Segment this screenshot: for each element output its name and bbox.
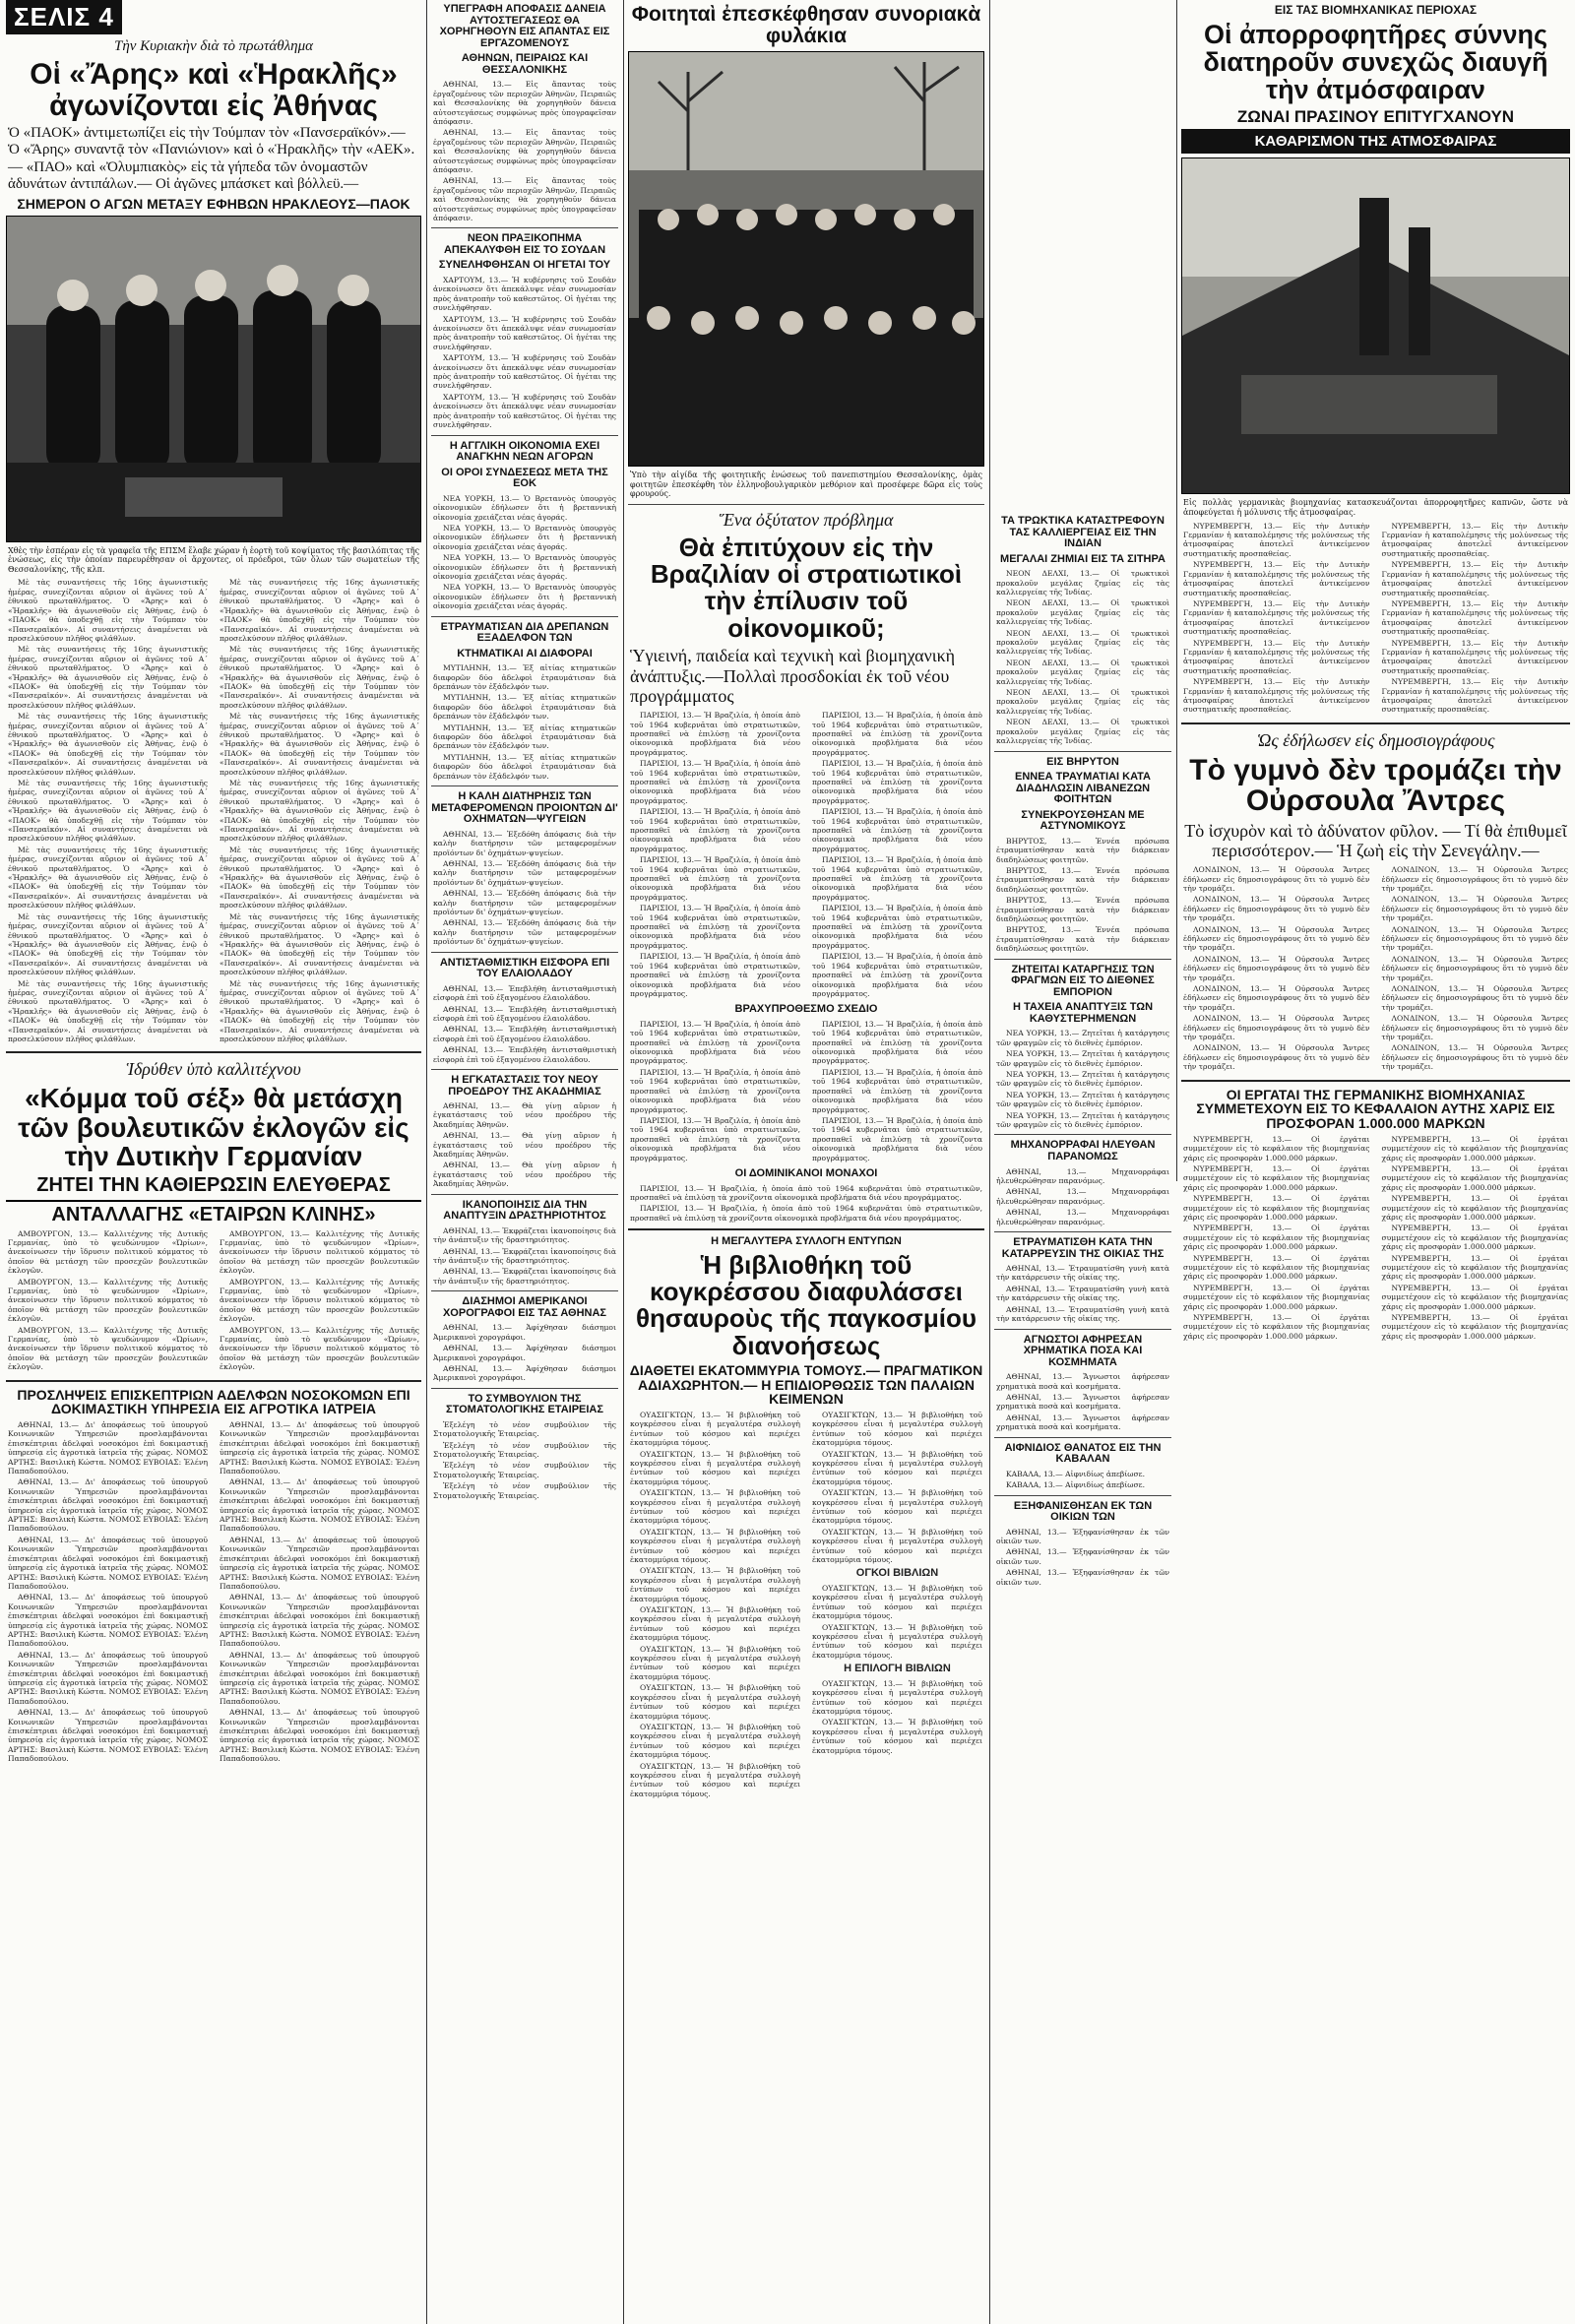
students-caption: Ὑπὸ τὴν αἰγίδα τῆς φοιτητικῆς ἑνώσεως τοῦ πανεπιστημίου Θεσσαλονίκης, ὁμὰς φοιτητῶν ἐπεσκέφθη τὸν ἑλληνοβουλγαρικὸν μεθόριον καὶ προσέφερε δῶρα εἰς τοὺς φρουρούς. (630, 471, 982, 499)
academy-headline: Η ΕΓΚΑΤΑΣΤΑΣΙΣ ΤΟΥ ΝΕΟΥ ΠΡΟΕΔΡΟΥ ΤΗΣ ΑΚΑΔΗΜΙΑΣ (448, 1073, 601, 1098)
photo-image (629, 52, 983, 466)
dental-body: Ἐξελέγη τὸ νέον συμβούλιον τῆς Στοματολογικῆς Ἑταιρείας. Ἐξελέγη τὸ νέον συμβούλιον τῆς Στοματολογικῆς Ἑταιρείας. Ἐξελέγη τὸ νέον συμβούλιον τῆς Στοματολογικῆς Ἑταιρείας. Ἐξελέγη τὸ νέον συμβούλιον τῆς Στοματολογικῆς Ἑταιρείας. (433, 1419, 616, 1500)
section-rule (1181, 1080, 1570, 1082)
loans-body: ΑΘΗΝΑΙ, 13.— Εἰς ἅπαντας τοὺς ἐργαζομένους τῶν περιοχῶν Ἀθηνῶν, Πειραιῶς καὶ Θεσσαλονίκης θὰ χορηγηθοῦν δάνεια αὐτοστεγάσεως συμφώνως πρὸς ὑπογραφεῖσαν ἀπόφασιν. ΑΘΗΝΑΙ, 13.— Εἰς ἅπαντας τοὺς ἐργαζομένους τῶν περιοχῶν Ἀθηνῶν, Πειραιῶς καὶ Θεσσαλονίκης θὰ χορηγηθοῦν δάνεια αὐτοστεγάσεως συμφώνως πρὸς ὑπογραφεῖσαν ἀπόφασιν. ΑΘΗΝΑΙ, 13.— Εἰς ἅπαντας τοὺς ἐργαζομένους τῶν περιοχῶν Ἀθηνῶν, Πειραιῶς καὶ Θεσσαλονίκης θὰ χορηγηθοῦν δάνεια αὐτοστεγάσεως συμφώνως πρὸς ὑπογραφεῖσαν ἀπόφασιν. (433, 80, 616, 222)
brief-rule (994, 959, 1171, 960)
brief-rule (431, 1290, 618, 1291)
brief-rule (431, 785, 618, 786)
brazil-deck: Ὑγιεινή, παιδεία καὶ τεχνικὴ καὶ βιομηχανικὴ ἀνάπτυξις.—Πολλαὶ προσδοκίαι ἐκ τοῦ νέου προγράμματος (630, 646, 956, 707)
brazil-body-a: ΠΑΡΙΣΙΟΙ, 13.— Ἡ Βραζιλία, ἡ ὁποία ἀπὸ τοῦ 1964 κυβερνᾶται ὑπὸ στρατιωτικῶν, προσπαθεῖ νὰ ἐπιλύσῃ τὰ χρονίζοντα οἰκονομικὰ προβλήματα διὰ νέου προγράμματος. ΠΑΡΙΣΙΟΙ, 13.— Ἡ Βραζιλία, ἡ ὁποία ἀπὸ τοῦ 1964 κυβερνᾶται ὑπὸ στρατιωτικῶν, προσπαθεῖ νὰ ἐπιλύσῃ τὰ χρονίζοντα οἰκονομικὰ προβλήματα διὰ νέου προγράμματος. ΠΑΡΙΣΙΟΙ, 13.— Ἡ Βραζιλία, ἡ ὁποία ἀπὸ τοῦ 1964 κυβερνᾶται ὑπὸ στρατιωτικῶν, προσπαθεῖ νὰ ἐπιλύσῃ τὰ χρονίζοντα οἰκονομικὰ προβλήματα διὰ νέου προγράμματος. ΠΑΡΙΣΙΟΙ, 13.— Ἡ Βραζιλία, ἡ ὁποία ἀπὸ τοῦ 1964 κυβερνᾶται ὑπὸ στρατιωτικῶν, προσπαθεῖ νὰ ἐπιλύσῃ τὰ χρονίζοντα οἰκονομικὰ προβλήματα διὰ νέου προγράμματος. ΠΑΡΙΣΙΟΙ, 13.— Ἡ Βραζιλία, ἡ ὁποία ἀπὸ τοῦ 1964 κυβερνᾶται ὑπὸ στρατιωτικῶν, προσπαθεῖ νὰ ἐπιλύσῃ τὰ χρονίζοντα οἰκονομικὰ προβλήματα διὰ νέου προγράμματος. ΠΑΡΙΣΙΟΙ, 13.— Ἡ Βραζιλία, ἡ ὁποία ἀπὸ τοῦ 1964 κυβερνᾶται ὑπὸ στρατιωτικῶν, προσπαθεῖ νὰ ἐπιλύσῃ τὰ χρονίζοντα οἰκονομικὰ προβλήματα διὰ νέου προγράμματος. (630, 711, 800, 998)
library-body-a: ΟΥΑΣΙΓΚΤΩΝ, 13.— Ἡ βιβλιοθήκη τοῦ κογκρέσσου εἶναι ἡ μεγαλυτέρα συλλογὴ ἐντύπων τοῦ κόσμου καὶ περιέχει ἑκατομμύρια τόμους. ΟΥΑΣΙΓΚΤΩΝ, 13.— Ἡ βιβλιοθήκη τοῦ κογκρέσσου εἶναι ἡ μεγαλυτέρα συλλογὴ ἐντύπων τοῦ κόσμου καὶ περιέχει ἑκατομμύρια τόμους. ΟΥΑΣΙΓΚΤΩΝ, 13.— Ἡ βιβλιοθήκη τοῦ κογκρέσσου εἶναι ἡ μεγαλυτέρα συλλογὴ ἐντύπων τοῦ κόσμου καὶ περιέχει ἑκατομμύρια τόμους. ΟΥΑΣΙΓΚΤΩΝ, 13.— Ἡ βιβλιοθήκη τοῦ κογκρέσσου εἶναι ἡ μεγαλυτέρα συλλογὴ ἐντύπων τοῦ κόσμου καὶ περιέχει ἑκατομμύρια τόμους. ΟΥΑΣΙΓΚΤΩΝ, 13.— Ἡ βιβλιοθήκη τοῦ κογκρέσσου εἶναι ἡ μεγαλυτέρα συλλογὴ ἐντύπων τοῦ κόσμου καὶ περιέχει ἑκατομμύρια τόμους. ΟΥΑΣΙΓΚΤΩΝ, 13.— Ἡ βιβλιοθήκη τοῦ κογκρέσσου εἶναι ἡ μεγαλυτέρα συλλογὴ ἐντύπων τοῦ κόσμου καὶ περιέχει ἑκατομμύρια τόμους. ΟΥΑΣΙΓΚΤΩΝ, 13.— Ἡ βιβλιοθήκη τοῦ κογκρέσσου εἶναι ἡ μεγαλυτέρα συλλογὴ ἐντύπων τοῦ κόσμου καὶ περιέχει ἑκατομμύρια τόμους. ΟΥΑΣΙΓΚΤΩΝ, 13.— Ἡ βιβλιοθήκη τοῦ κογκρέσσου εἶναι ἡ μεγαλυτέρα συλλογὴ ἐντύπων τοῦ κόσμου καὶ περιέχει ἑκατομμύρια τόμους. ΟΥΑΣΙΓΚΤΩΝ, 13.— Ἡ βιβλιοθήκη τοῦ κογκρέσσου εἶναι ἡ μεγαλυτέρα συλλογὴ ἐντύπων τοῦ κόσμου καὶ περιέχει ἑκατομμύρια τόμους. ΟΥΑΣΙΓΚΤΩΝ, 13.— Ἡ βιβλιοθήκη τοῦ κογκρέσσου εἶναι ἡ μεγαλυτέρα συλλογὴ ἐντύπων τοῦ κόσμου καὶ περιέχει ἑκατομμύρια τόμους. (630, 1410, 800, 1798)
library-body-b: ΟΥΑΣΙΓΚΤΩΝ, 13.— Ἡ βιβλιοθήκη τοῦ κογκρέσσου εἶναι ἡ μεγαλυτέρα συλλογὴ ἐντύπων τοῦ κόσμου καὶ περιέχει ἑκατομμύρια τόμους. ΟΥΑΣΙΓΚΤΩΝ, 13.— Ἡ βιβλιοθήκη τοῦ κογκρέσσου εἶναι ἡ μεγαλυτέρα συλλογὴ ἐντύπων τοῦ κόσμου καὶ περιέχει ἑκατομμύρια τόμους. ΟΥΑΣΙΓΚΤΩΝ, 13.— Ἡ βιβλιοθήκη τοῦ κογκρέσσου εἶναι ἡ μεγαλυτέρα συλλογὴ ἐντύπων τοῦ κόσμου καὶ περιέχει ἑκατομμύρια τόμους. ΟΥΑΣΙΓΚΤΩΝ, 13.— Ἡ βιβλιοθήκη τοῦ κογκρέσσου εἶναι ἡ μεγαλυτέρα συλλογὴ ἐντύπων τοῦ κόσμου καὶ περιέχει ἑκατομμύρια τόμους. ΟΓΚΟΙ ΒΙΒΛΙΩΝ ΟΥΑΣΙΓΚΤΩΝ, 13.— Ἡ βιβλιοθήκη τοῦ κογκρέσσου εἶναι ἡ μεγαλυτέρα συλλογὴ ἐντύπων τοῦ κόσμου καὶ περιέχει ἑκατομμύρια τόμους. ΟΥΑΣΙΓΚΤΩΝ, 13.— Ἡ βιβλιοθήκη τοῦ κογκρέσσου εἶναι ἡ μεγαλυτέρα συλλογὴ ἐντύπων τοῦ κόσμου καὶ περιέχει ἑκατομμύρια τόμους. Η ΕΠΙΛΟΓΗ ΒΙΒΛΙΩΝ ΟΥΑΣΙΓΚΤΩΝ, 13.— Ἡ βιβλιοθήκη τοῦ κογκρέσσου εἶναι ἡ μεγαλυτέρα συλλογὴ ἐντύπων τοῦ κόσμου καὶ περιέχει ἑκατομμύρια τόμους. ΟΥΑΣΙΓΚΤΩΝ, 13.— Ἡ βιβλιοθήκη τοῦ κογκρέσσου εἶναι ἡ μεγαλυτέρα συλλογὴ ἐντύπων τοῦ κόσμου καὶ περιέχει ἑκατομμύρια τόμους. (812, 1410, 982, 1755)
smog-body-a: ΝΥΡΕΜΒΕΡΓΗ, 13.— Εἰς τὴν Δυτικὴν Γερμανίαν ἡ καταπολέμησις τῆς μολύνσεως τῆς ἀτμοσφαίρας ἀποτελεῖ ἀντικείμενον συστηματικῆς προσπαθείας. ΝΥΡΕΜΒΕΡΓΗ, 13.— Εἰς τὴν Δυτικὴν Γερμανίαν ἡ καταπολέμησις τῆς μολύνσεως τῆς ἀτμοσφαίρας ἀποτελεῖ ἀντικείμενον συστηματικῆς προσπαθείας. ΝΥΡΕΜΒΕΡΓΗ, 13.— Εἰς τὴν Δυτικὴν Γερμανίαν ἡ καταπολέμησις τῆς μολύνσεως τῆς ἀτμοσφαίρας ἀποτελεῖ ἀντικείμενον συστηματικῆς προσπαθείας. ΝΥΡΕΜΒΕΡΓΗ, 13.— Εἰς τὴν Δυτικὴν Γερμανίαν ἡ καταπολέμησις τῆς μολύνσεως τῆς ἀτμοσφαίρας ἀποτελεῖ ἀντικείμενον συστηματικῆς προσπαθείας. ΝΥΡΕΜΒΕΡΓΗ, 13.— Εἰς τὴν Δυτικὴν Γερμανίαν ἡ καταπολέμησις τῆς μολύνσεως τῆς ἀτμοσφαίρας ἀποτελεῖ ἀντικείμενον συστηματικῆς προσπαθείας. (1183, 521, 1370, 715)
brief-rule (994, 1495, 1171, 1496)
brazil-body-d: ΠΑΡΙΣΙΟΙ, 13.— Ἡ Βραζιλία, ἡ ὁποία ἀπὸ τοῦ 1964 κυβερνᾶται ὑπὸ στρατιωτικῶν, προσπαθεῖ νὰ ἐπιλύσῃ τὰ χρονίζοντα οἰκονομικὰ προβλήματα διὰ νέου προγράμματος. ΠΑΡΙΣΙΟΙ, 13.— Ἡ Βραζιλία, ἡ ὁποία ἀπὸ τοῦ 1964 κυβερνᾶται ὑπὸ στρατιωτικῶν, προσπαθεῖ νὰ ἐπιλύσῃ τὰ χρονίζοντα οἰκονομικὰ προβλήματα διὰ νέου προγράμματος. ΠΑΡΙΣΙΟΙ, 13.— Ἡ Βραζιλία, ἡ ὁποία ἀπὸ τοῦ 1964 κυβερνᾶται ὑπὸ στρατιωτικῶν, προσπαθεῖ νὰ ἐπιλύσῃ τὰ χρονίζοντα οἰκονομικὰ προβλήματα διὰ νέου προγράμματος. (812, 1019, 982, 1162)
brief-rule (994, 1231, 1171, 1232)
sports-photo (6, 216, 421, 542)
students-photo (628, 51, 984, 467)
uk-economy-sub: ΟΙ ΟΡΟΙ ΣΥΝΔΕΣΕΩΣ ΜΕΤΑ ΤΗΣ ΕΟΚ (441, 466, 608, 490)
sickle-headline: ΕΤΡΑΥΜΑΤΙΣΑΝ ΔΙΑ ΔΡΕΠΑΝΩΝ ΕΞΑΔΕΛΦΟΝ ΤΩΝ (440, 620, 609, 645)
theft-body: ΑΘΗΝΑΙ, 13.— Ἄγνωστοι ἀφήρεσαν χρηματικὰ ποσὰ καὶ κοσμήματα. ΑΘΗΝΑΙ, 13.— Ἄγνωστοι ἀφήρεσαν χρηματικὰ ποσὰ καὶ κοσμήματα. ΑΘΗΝΑΙ, 13.— Ἄγνωστοι ἀφήρεσαν χρηματικὰ ποσὰ καὶ κοσμήματα. (996, 1372, 1169, 1432)
brief-rule (994, 751, 1171, 752)
sudan-body: ΧΑΡΤΟΥΜ, 13.— Ἡ κυβέρνησις τοῦ Σουδὰν ἀνεκοίνωσεν ὅτι ἀπεκάλυψε νέαν συνωμοσίαν πρὸς ἀνατροπὴν τοῦ καθεστῶτος. Οἱ ἡγέται της συνελήφθησαν. ΧΑΡΤΟΥΜ, 13.— Ἡ κυβέρνησις τοῦ Σουδὰν ἀνεκοίνωσεν ὅτι ἀπεκάλυψε νέαν συνωμοσίαν πρὸς ἀνατροπὴν τοῦ καθεστῶτος. Οἱ ἡγέται της συνελήφθησαν. ΧΑΡΤΟΥΜ, 13.— Ἡ κυβέρνησις τοῦ Σουδὰν ἀνεκοίνωσεν ὅτι ἀπεκάλυψε νέαν συνωμοσίαν πρὸς ἀνατροπὴν τοῦ καθεστῶτος. Οἱ ἡγέται της συνελήφθησαν. ΧΑΡΤΟΥΜ, 13.— Ἡ κυβέρνησις τοῦ Σουδὰν ἀνεκοίνωσεν ὅτι ἀπεκάλυψε νέαν συνωμοσίαν πρὸς ἀνατροπὴν τοῦ καθεστῶτος. Οἱ ἡγέται της συνελήφθησαν. (433, 276, 616, 430)
column-center (628, 0, 984, 2324)
workers-body-a: ΝΥΡΕΜΒΕΡΓΗ, 13.— Οἱ ἐργάται συμμετέχουν εἰς τὸ κεφάλαιον τῆς βιομηχανίας χάρις εἰς προσφορὰν 1.000.000 μάρκων. ΝΥΡΕΜΒΕΡΓΗ, 13.— Οἱ ἐργάται συμμετέχουν εἰς τὸ κεφάλαιον τῆς βιομηχανίας χάρις εἰς προσφορὰν 1.000.000 μάρκων. ΝΥΡΕΜΒΕΡΓΗ, 13.— Οἱ ἐργάται συμμετέχουν εἰς τὸ κεφάλαιον τῆς βιομηχανίας χάρις εἰς προσφορὰν 1.000.000 μάρκων. ΝΥΡΕΜΒΕΡΓΗ, 13.— Οἱ ἐργάται συμμετέχουν εἰς τὸ κεφάλαιον τῆς βιομηχανίας χάρις εἰς προσφορὰν 1.000.000 μάρκων. ΝΥΡΕΜΒΕΡΓΗ, 13.— Οἱ ἐργάται συμμετέχουν εἰς τὸ κεφάλαιον τῆς βιομηχανίας χάρις εἰς προσφορὰν 1.000.000 μάρκων. ΝΥΡΕΜΒΕΡΓΗ, 13.— Οἱ ἐργάται συμμετέχουν εἰς τὸ κεφάλαιον τῆς βιομηχανίας χάρις εἰς προσφορὰν 1.000.000 μάρκων. ΝΥΡΕΜΒΕΡΓΗ, 13.— Οἱ ἐργάται συμμετέχουν εἰς τὸ κεφάλαιον τῆς βιομηχανίας χάρις εἰς προσφορὰν 1.000.000 μάρκων. (1183, 1134, 1370, 1341)
rodents-sub: ΜΕΓΑΛΑΙ ΖΗΜΙΑΙ ΕΙΣ ΤΑ ΣΙΤΗΡΑ (1000, 552, 1166, 565)
library-headline: Ἡ βιβλιοθήκη τοῦ κογκρέσσου διαφυλάσσει θησαυροὺς τῆς παγκοσμίου διανοήσεως (636, 1249, 976, 1360)
brazil-body-e: ΠΑΡΙΣΙΟΙ, 13.— Ἡ Βραζιλία, ἡ ὁποία ἀπὸ τοῦ 1964 κυβερνᾶται ὑπὸ στρατιωτικῶν, προσπαθεῖ νὰ ἐπιλύσῃ τὰ χρονίζοντα οἰκονομικὰ προβλήματα διὰ νέου προγράμματος. ΠΑΡΙΣΙΟΙ, 13.— Ἡ Βραζιλία, ἡ ὁποία ἀπὸ τοῦ 1964 κυβερνᾶται ὑπὸ στρατιωτικῶν, προσπαθεῖ νὰ ἐπιλύσῃ τὰ χρονίζοντα οἰκονομικὰ προβλήματα διὰ νέου προγράμματος. (630, 1183, 982, 1223)
trade-sub: Η ΤΑΧΕΙΑ ΑΝΑΠΤΥΞΙΣ ΤΩΝ ΚΑΘΥΣΤΕΡΗΜΕΝΩΝ (1012, 1001, 1154, 1025)
uk-economy-body: ΝΕΑ ΥΟΡΚΗ, 13.— Ὁ Βρεταννὸς ὑπουργὸς οἰκονομικῶν ἐδήλωσεν ὅτι ἡ βρεταννικὴ οἰκονομία χρειάζεται νέας ἀγοράς. ΝΕΑ ΥΟΡΚΗ, 13.— Ὁ Βρεταννὸς ὑπουργὸς οἰκονομικῶν ἐδήλωσεν ὅτι ἡ βρεταννικὴ οἰκονομία χρειάζεται νέας ἀγοράς. ΝΕΑ ΥΟΡΚΗ, 13.— Ὁ Βρεταννὸς ὑπουργὸς οἰκονομικῶν ἐδήλωσεν ὅτι ἡ βρεταννικὴ οἰκονομία χρειάζεται νέας ἀγοράς. ΝΕΑ ΥΟΡΚΗ, 13.— Ὁ Βρεταννὸς ὑπουργὸς οἰκονομικῶν ἐδήλωσεν ὅτι ἡ βρεταννικὴ οἰκονομία χρειάζεται νέας ἀγοράς. (433, 493, 616, 611)
library-sub-books: ΟΓΚΟΙ ΒΙΒΛΙΩΝ (855, 1567, 939, 1580)
brazil-sub-monks: ΟΙ ΔΟΜΙΝΙΚΑΝΟΙ ΜΟΝΑΧΟΙ (734, 1166, 878, 1179)
photo-image (7, 217, 420, 541)
workers-body-b: ΝΥΡΕΜΒΕΡΓΗ, 13.— Οἱ ἐργάται συμμετέχουν εἰς τὸ κεφάλαιον τῆς βιομηχανίας χάρις εἰς προσφορὰν 1.000.000 μάρκων. ΝΥΡΕΜΒΕΡΓΗ, 13.— Οἱ ἐργάται συμμετέχουν εἰς τὸ κεφάλαιον τῆς βιομηχανίας χάρις εἰς προσφορὰν 1.000.000 μάρκων. ΝΥΡΕΜΒΕΡΓΗ, 13.— Οἱ ἐργάται συμμετέχουν εἰς τὸ κεφάλαιον τῆς βιομηχανίας χάρις εἰς προσφορὰν 1.000.000 μάρκων. ΝΥΡΕΜΒΕΡΓΗ, 13.— Οἱ ἐργάται συμμετέχουν εἰς τὸ κεφάλαιον τῆς βιομηχανίας χάρις εἰς προσφορὰν 1.000.000 μάρκων. ΝΥΡΕΜΒΕΡΓΗ, 13.— Οἱ ἐργάται συμμετέχουν εἰς τὸ κεφάλαιον τῆς βιομηχανίας χάρις εἰς προσφορὰν 1.000.000 μάρκων. ΝΥΡΕΜΒΕΡΓΗ, 13.— Οἱ ἐργάται συμμετέχουν εἰς τὸ κεφάλαιον τῆς βιομηχανίας χάρις εἰς προσφορὰν 1.000.000 μάρκων. ΝΥΡΕΜΒΕΡΓΗ, 13.— Οἱ ἐργάται συμμετέχουν εἰς τὸ κεφάλαιον τῆς βιομηχανίας χάρις εἰς προσφορὰν 1.000.000 μάρκων. (1381, 1134, 1568, 1341)
beirut-kicker: ΕΙΣ ΒΗΡΥΤΟΝ (1046, 755, 1119, 768)
brazil-sub-plan: ΒΡΑΧΥΠΡΟΘΕΣΜΟ ΣΧΕΔΙΟ (734, 1003, 878, 1016)
nurses-body-b: ΑΘΗΝΑΙ, 13.— Δι' ἀποφάσεως τοῦ ὑπουργοῦ Κοινωνικῶν Ὑπηρεσιῶν προσλαμβάνονται ἐπισκέπτριαι ἀδελφαὶ νοσοκόμοι ἐπὶ δοκιμαστικῇ ὑπηρεσίᾳ εἰς ἀγροτικὰ ἰατρεῖα τῆς χώρας. ΝΟΜΟΣ ΑΡΤΗΣ: Βασιλικὴ Κώστα. ΝΟΜΟΣ ΕΥΒΟΙΑΣ: Ἑλένη Παπαδοπούλου. ΑΘΗΝΑΙ, 13.— Δι' ἀποφάσεως τοῦ ὑπουργοῦ Κοινωνικῶν Ὑπηρεσιῶν προσλαμβάνονται ἐπισκέπτριαι ἀδελφαὶ νοσοκόμοι ἐπὶ δοκιμαστικῇ ὑπηρεσίᾳ εἰς ἀγροτικὰ ἰατρεῖα τῆς χώρας. ΝΟΜΟΣ ΑΡΤΗΣ: Βασιλικὴ Κώστα. ΝΟΜΟΣ ΕΥΒΟΙΑΣ: Ἑλένη Παπαδοπούλου. ΑΘΗΝΑΙ, 13.— Δι' ἀποφάσεως τοῦ ὑπουργοῦ Κοινωνικῶν Ὑπηρεσιῶν προσλαμβάνονται ἐπισκέπτριαι ἀδελφαὶ νοσοκόμοι ἐπὶ δοκιμαστικῇ ὑπηρεσίᾳ εἰς ἀγροτικὰ ἰατρεῖα τῆς χώρας. ΝΟΜΟΣ ΑΡΤΗΣ: Βασιλικὴ Κώστα. ΝΟΜΟΣ ΕΥΒΟΙΑΣ: Ἑλένη Παπαδοπούλου. ΑΘΗΝΑΙ, 13.— Δι' ἀποφάσεως τοῦ ὑπουργοῦ Κοινωνικῶν Ὑπηρεσιῶν προσλαμβάνονται ἐπισκέπτριαι ἀδελφαὶ νοσοκόμοι ἐπὶ δοκιμαστικῇ ὑπηρεσίᾳ εἰς ἀγροτικὰ ἰατρεῖα τῆς χώρας. ΝΟΜΟΣ ΑΡΤΗΣ: Βασιλικὴ Κώστα. ΝΟΜΟΣ ΕΥΒΟΙΑΣ: Ἑλένη Παπαδοπούλου. ΑΘΗΝΑΙ, 13.— Δι' ἀποφάσεως τοῦ ὑπουργοῦ Κοινωνικῶν Ὑπηρεσιῶν προσλαμβάνονται ἐπισκέπτριαι ἀδελφαὶ νοσοκόμοι ἐπὶ δοκιμαστικῇ ὑπηρεσίᾳ εἰς ἀγροτικὰ ἰατρεῖα τῆς χώρας. ΝΟΜΟΣ ΑΡΤΗΣ: Βασιλικὴ Κώστα. ΝΟΜΟΣ ΕΥΒΟΙΑΣ: Ἑλένη Παπαδοπούλου. ΑΘΗΝΑΙ, 13.— Δι' ἀποφάσεως τοῦ ὑπουργοῦ Κοινωνικῶν Ὑπηρεσιῶν προσλαμβάνονται ἐπισκέπτριαι ἀδελφαὶ νοσοκόμοι ἐπὶ δοκιμαστικῇ ὑπηρεσίᾳ εἰς ἀγροτικὰ ἰατρεῖα τῆς χώρας. ΝΟΜΟΣ ΑΡΤΗΣ: Βασιλικὴ Κώστα. ΝΟΜΟΣ ΕΥΒΟΙΑΣ: Ἑλένη Παπαδοπούλου. (220, 1420, 419, 1764)
sex-party-sub1: ΖΗΤΕΙ ΤΗΝ ΚΑΘΙΕΡΩΣΙΝ ΕΛΕΥΘΕΡΑΣ (36, 1173, 391, 1196)
trade-headline: ΖΗΤΕΙΤΑΙ ΚΑΤΑΡΓΗΣΙΣ ΤΩΝ ΦΡΑΓΜΩΝ ΕΙΣ ΤΟ ΔΙΕΘΝΕΣ ΕΜΠΟΡΙΟΝ (1011, 963, 1155, 998)
plotters-body: ΑΘΗΝΑΙ, 13.— Μηχανορράφαι ἠλευθερώθησαν παρανόμως. ΑΘΗΝΑΙ, 13.— Μηχανορράφαι ἠλευθερώθησαν παρανόμως. ΑΘΗΝΑΙ, 13.— Μηχανορράφαι ἠλευθερώθησαν παρανόμως. (996, 1166, 1169, 1226)
choreographers-body: ΑΘΗΝΑΙ, 13.— Ἀφίχθησαν διάσημοι Ἀμερικανοὶ χορογράφοι. ΑΘΗΝΑΙ, 13.— Ἀφίχθησαν διάσημοι Ἀμερικανοὶ χορογράφοι. ΑΘΗΝΑΙ, 13.— Ἀφίχθησαν διάσημοι Ἀμερικανοὶ χορογράφοι. (433, 1323, 616, 1383)
andress-body-a: ΛΟΝΔΙΝΟΝ, 13.— Ἡ Οὐρσουλα Ἄντρες ἐδήλωσεν εἰς δημοσιογράφους ὅτι τὸ γυμνὸ δὲν τὴν τρομάζει. ΛΟΝΔΙΝΟΝ, 13.— Ἡ Οὐρσουλα Ἄντρες ἐδήλωσεν εἰς δημοσιογράφους ὅτι τὸ γυμνὸ δὲν τὴν τρομάζει. ΛΟΝΔΙΝΟΝ, 13.— Ἡ Οὐρσουλα Ἄντρες ἐδήλωσεν εἰς δημοσιογράφους ὅτι τὸ γυμνὸ δὲν τὴν τρομάζει. ΛΟΝΔΙΝΟΝ, 13.— Ἡ Οὐρσουλα Ἄντρες ἐδήλωσεν εἰς δημοσιογράφους ὅτι τὸ γυμνὸ δὲν τὴν τρομάζει. ΛΟΝΔΙΝΟΝ, 13.— Ἡ Οὐρσουλα Ἄντρες ἐδήλωσεν εἰς δημοσιογράφους ὅτι τὸ γυμνὸ δὲν τὴν τρομάζει. ΛΟΝΔΙΝΟΝ, 13.— Ἡ Οὐρσουλα Ἄντρες ἐδήλωσεν εἰς δημοσιογράφους ὅτι τὸ γυμνὸ δὲν τὴν τρομάζει. ΛΟΝΔΙΝΟΝ, 13.— Ἡ Οὐρσουλα Ἄντρες ἐδήλωσεν εἰς δημοσιογράφους ὅτι τὸ γυμνὸ δὲν τὴν τρομάζει. (1183, 865, 1370, 1072)
library-sub: ΔΙΑΘΕΤΕΙ ΕΚΑΤΟΜΜΥΡΙΑ ΤΟΜΟΥΣ.— ΠΡΑΓΜΑΤΙΚΟΝ ΑΔΙΑΧΩΡΗΤΟΝ.— Η ΕΠΙΔΙΟΡΘΩΣΙΣ ΤΩΝ ΠΑΛΑΙΩΝ ΚΕΙΜΕΝΩΝ (629, 1361, 983, 1408)
sudan-sub: ΣΥΝΕΛΗΦΘΗΣΑΝ ΟΙ ΗΓΕΤΑΙ ΤΟΥ (438, 259, 611, 272)
theft-headline: ΑΓΝΩΣΤΟΙ ΑΦΗΡΕΣΑΝ ΧΡΗΜΑΤΙΚΑ ΠΟΣΑ ΚΑΙ ΚΟΣΜΗΜΑΤΑ (1023, 1333, 1143, 1368)
sports-deck: Ὁ «ΠΑΟΚ» ἀντιμετωπίζει εἰς τὴν Τούμπαν τὸν «Πανσεραϊκόν».— Ὁ «Ἄρης» συναντᾷ τὸν «Πανιώνιον» καὶ ὁ «Ἡρακλῆς» τὴν «ΑΕΚ».— «ΠΑΟ» καὶ «Ὀλυμπιακὸς» εἰς τὰ γήπεδα τῶν ὀνομαστῶν ἀδυνάτων ἀντιπάλων.— Οἱ ἀγῶνες μπάσκετ καὶ βόλλεϋ.— (8, 125, 415, 192)
sports-photo-caption: Χθὲς τὴν ἑσπέραν εἰς τὰ γραφεῖα τῆς ΕΠΣΜ ἔλαβε χώραν ἡ ἑορτὴ τοῦ κοψίματος τῆς βασιλόπιτας τῆς ἑνώσεως, εἰς τὴν ὁποίαν παρευρέθησαν οἱ ἄρχοντες, οἱ πρόεδροι, τῶν ὅλων τῶν σωματείων τῆς Θεσσαλονίκης, τῆς κλπ. (8, 545, 419, 574)
section-rule (6, 1380, 421, 1382)
death-headline: ΑΙΦΝΙΔΙΟΣ ΘΑΝΑΤΟΣ ΕΙΣ ΤΗΝ ΚΑΒΑΛΑΝ (1004, 1441, 1162, 1466)
brazil-body-b: ΠΑΡΙΣΙΟΙ, 13.— Ἡ Βραζιλία, ἡ ὁποία ἀπὸ τοῦ 1964 κυβερνᾶται ὑπὸ στρατιωτικῶν, προσπαθεῖ νὰ ἐπιλύσῃ τὰ χρονίζοντα οἰκονομικὰ προβλήματα διὰ νέου προγράμματος. ΠΑΡΙΣΙΟΙ, 13.— Ἡ Βραζιλία, ἡ ὁποία ἀπὸ τοῦ 1964 κυβερνᾶται ὑπὸ στρατιωτικῶν, προσπαθεῖ νὰ ἐπιλύσῃ τὰ χρονίζοντα οἰκονομικὰ προβλήματα διὰ νέου προγράμματος. ΠΑΡΙΣΙΟΙ, 13.— Ἡ Βραζιλία, ἡ ὁποία ἀπὸ τοῦ 1964 κυβερνᾶται ὑπὸ στρατιωτικῶν, προσπαθεῖ νὰ ἐπιλύσῃ τὰ χρονίζοντα οἰκονομικὰ προβλήματα διὰ νέου προγράμματος. ΠΑΡΙΣΙΟΙ, 13.— Ἡ Βραζιλία, ἡ ὁποία ἀπὸ τοῦ 1964 κυβερνᾶται ὑπὸ στρατιωτικῶν, προσπαθεῖ νὰ ἐπιλύσῃ τὰ χρονίζοντα οἰκονομικὰ προβλήματα διὰ νέου προγράμματος. ΠΑΡΙΣΙΟΙ, 13.— Ἡ Βραζιλία, ἡ ὁποία ἀπὸ τοῦ 1964 κυβερνᾶται ὑπὸ στρατιωτικῶν, προσπαθεῖ νὰ ἐπιλύσῃ τὰ χρονίζοντα οἰκονομικὰ προβλήματα διὰ νέου προγράμματος. ΠΑΡΙΣΙΟΙ, 13.— Ἡ Βραζιλία, ἡ ὁποία ἀπὸ τοῦ 1964 κυβερνᾶται ὑπὸ στρατιωτικῶν, προσπαθεῖ νὰ ἐπιλύσῃ τὰ χρονίζοντα οἰκονομικὰ προβλήματα διὰ νέου προγράμματος. (812, 711, 982, 998)
loans-headline: ΥΠΕΓΡΑΦΗ ΑΠΟΦΑΣΙΣ ΔΑΝΕΙΑ ΑΥΤΟΣΤΕΓΑΣΕΩΣ ΘΑ ΧΟΡΗΓΗΘΟΥΝ ΕΙΣ ΑΠΑΝΤΑΣ ΕΙΣ ΕΡΓΑΖΟΜΕΝΟΥΣ (439, 3, 610, 49)
sickle-sub: ΚΤΗΜΑΤΙΚΑΙ ΑΙ ΔΙΑΦΟΡΑΙ (457, 647, 593, 660)
column-rule (623, 0, 624, 2324)
smog-photo (1181, 157, 1570, 494)
sports-sub: ΣΗΜΕΡΟΝ Ο ΑΓΩΝ ΜΕΤΑΞΥ ΕΦΗΒΩΝ ΗΡΑΚΛΕΟΥΣ—ΠΑΟΚ (17, 196, 410, 212)
top-kicker: Τὴν Κυριακὴν διὰ τὸ πρωτάθλημα (113, 38, 313, 54)
beirut-body: ΒΗΡΥΤΟΣ, 13.— Ἐννέα πρόσωπα ἐτραυματίσθησαν κατὰ τὴν διάρκειαν διαδηλώσεως φοιτητῶν. ΒΗΡΥΤΟΣ, 13.— Ἐννέα πρόσωπα ἐτραυματίσθησαν κατὰ τὴν διάρκειαν διαδηλώσεως φοιτητῶν. ΒΗΡΥΤΟΣ, 13.— Ἐννέα πρόσωπα ἐτραυματίσθησαν κατὰ τὴν διάρκειαν διαδηλώσεως φοιτητῶν. ΒΗΡΥΤΟΣ, 13.— Ἐννέα πρόσωπα ἐτραυματίσθησαν κατὰ τὴν διάρκειαν διαδηλώσεως φοιτητῶν. (996, 836, 1169, 954)
smog-kicker: ΕΙΣ ΤΑΣ ΒΙΟΜΗΧΑΝΙΚΑΣ ΠΕΡΙΟΧΑΣ (1274, 3, 1478, 17)
column-rule (1176, 0, 1177, 1181)
section-rule (1181, 722, 1570, 724)
brief-rule (431, 1388, 618, 1389)
sex-party-body-b: ΑΜΒΟΥΡΓΟΝ, 13.— Καλλιτέχνης τῆς Δυτικῆς Γερμανίας, ὑπὸ τὸ ψευδώνυμον «Ὠρίων», ἀνεκοίνωσεν τὴν ἵδρυσιν πολιτικοῦ κόμματος τὸ ὁποῖον θὰ μετάσχη τῶν προσεχῶν βουλευτικῶν ἐκλογῶν. ΑΜΒΟΥΡΓΟΝ, 13.— Καλλιτέχνης τῆς Δυτικῆς Γερμανίας, ὑπὸ τὸ ψευδώνυμον «Ὠρίων», ἀνεκοίνωσεν τὴν ἵδρυσιν πολιτικοῦ κόμματος τὸ ὁποῖον θὰ μετάσχη τῶν προσεχῶν βουλευτικῶν ἐκλογῶν. ΑΜΒΟΥΡΓΟΝ, 13.— Καλλιτέχνης τῆς Δυτικῆς Γερμανίας, ὑπὸ τὸ ψευδώνυμον «Ὠρίων», ἀνεκοίνωσεν τὴν ἵδρυσιν πολιτικοῦ κόμματος τὸ ὁποῖον θὰ μετάσχη τῶν προσεχῶν βουλευτικῶν ἐκλογῶν. (220, 1228, 419, 1372)
column-rule (989, 0, 990, 2324)
brazil-kicker: Ἕνα ὀξύτατον πρόβλημα (719, 509, 894, 530)
brief-rule (994, 1134, 1171, 1135)
collapse-headline: ΕΤΡΑΥΜΑΤΙΣΘΗ ΚΑΤΑ ΤΗΝ ΚΑΤΑΡΡΕΥΣΙΝ ΤΗΣ ΟΙΚΙΑΣ ΤΗΣ (1001, 1235, 1165, 1260)
andress-body-b: ΛΟΝΔΙΝΟΝ, 13.— Ἡ Οὐρσουλα Ἄντρες ἐδήλωσεν εἰς δημοσιογράφους ὅτι τὸ γυμνὸ δὲν τὴν τρομάζει. ΛΟΝΔΙΝΟΝ, 13.— Ἡ Οὐρσουλα Ἄντρες ἐδήλωσεν εἰς δημοσιογράφους ὅτι τὸ γυμνὸ δὲν τὴν τρομάζει. ΛΟΝΔΙΝΟΝ, 13.— Ἡ Οὐρσουλα Ἄντρες ἐδήλωσεν εἰς δημοσιογράφους ὅτι τὸ γυμνὸ δὲν τὴν τρομάζει. ΛΟΝΔΙΝΟΝ, 13.— Ἡ Οὐρσουλα Ἄντρες ἐδήλωσεν εἰς δημοσιογράφους ὅτι τὸ γυμνὸ δὲν τὴν τρομάζει. ΛΟΝΔΙΝΟΝ, 13.— Ἡ Οὐρσουλα Ἄντρες ἐδήλωσεν εἰς δημοσιογράφους ὅτι τὸ γυμνὸ δὲν τὴν τρομάζει. ΛΟΝΔΙΝΟΝ, 13.— Ἡ Οὐρσουλα Ἄντρες ἐδήλωσεν εἰς δημοσιογράφους ὅτι τὸ γυμνὸ δὲν τὴν τρομάζει. ΛΟΝΔΙΝΟΝ, 13.— Ἡ Οὐρσουλα Ἄντρες ἐδήλωσεν εἰς δημοσιογράφους ὅτι τὸ γυμνὸ δὲν τὴν τρομάζει. (1381, 865, 1568, 1072)
smog-sub2: ΚΑΘΑΡΙΣΜΟΝ ΤΗΣ ΑΤΜΟΣΦΑΙΡΑΣ (1181, 129, 1570, 154)
nurses-headline: ΠΡΟΣΛΗΨΕΙΣ ΕΠΙΣΚΕΠΤΡΙΩΝ ΑΔΕΛΦΩΝ ΝΟΣΟΚΟΜΩΝ ΕΠΙ ΔΟΚΙΜΑΣΤΙΚΗ ΥΠΗΡΕΣΙΑ ΕΙΣ ΑΓΡΟΤΙΚΑ ΙΑΤΡΕΙΑ (17, 1386, 410, 1417)
brief-rule (994, 1329, 1171, 1330)
brief-rule (431, 227, 618, 228)
brazil-headline: Θὰ ἐπιτύχουν εἰς τὴν Βραζιλίαν οἱ στρατιωτικοὶ τὴν ἐπίλυσιν τοῦ οἰκονομικοῦ; (650, 532, 963, 643)
activity-headline: ΙΚΑΝΟΠΟΙΗΣΙΣ ΔΙΑ ΤΗΝ ΑΝΑΠΤΥΞΙΝ ΔΡΑΣΤΗΡΙΟΤΗΤΟΣ (443, 1198, 606, 1223)
fridge-headline: Η ΚΑΛΗ ΔΙΑΤΗΡΗΣΙΣ ΤΩΝ ΜΕΤΑΦΕΡΟΜΕΝΩΝ ΠΡΟΙΟΝΤΩΝ ΔΙ' ΟΧΗΜΑΤΩΝ—ΨΥΓΕΙΩΝ (431, 790, 618, 826)
brief-rule (431, 435, 618, 436)
collapse-body: ΑΘΗΝΑΙ, 13.— Ἐτραυματίσθη γυνὴ κατὰ τὴν κατάρρευσιν τῆς οἰκίας της. ΑΘΗΝΑΙ, 13.— Ἐτραυματίσθη γυνὴ κατὰ τὴν κατάρρευσιν τῆς οἰκίας της. ΑΘΗΝΑΙ, 13.— Ἐτραυματίσθη γυνὴ κατὰ τὴν κατάρρευσιν τῆς οἰκίας της. (996, 1264, 1169, 1324)
smog-sub1: ΖΩΝΑΙ ΠΡΑΣΙΝΟΥ ΕΠΙΤΥΓΧΑΝΟΥΝ (1236, 106, 1515, 126)
section-rule (6, 1051, 421, 1053)
nurses-body-a: ΑΘΗΝΑΙ, 13.— Δι' ἀποφάσεως τοῦ ὑπουργοῦ Κοινωνικῶν Ὑπηρεσιῶν προσλαμβάνονται ἐπισκέπτριαι ἀδελφαὶ νοσοκόμοι ἐπὶ δοκιμαστικῇ ὑπηρεσίᾳ εἰς ἀγροτικὰ ἰατρεῖα τῆς χώρας. ΝΟΜΟΣ ΑΡΤΗΣ: Βασιλικὴ Κώστα. ΝΟΜΟΣ ΕΥΒΟΙΑΣ: Ἑλένη Παπαδοπούλου. ΑΘΗΝΑΙ, 13.— Δι' ἀποφάσεως τοῦ ὑπουργοῦ Κοινωνικῶν Ὑπηρεσιῶν προσλαμβάνονται ἐπισκέπτριαι ἀδελφαὶ νοσοκόμοι ἐπὶ δοκιμαστικῇ ὑπηρεσίᾳ εἰς ἀγροτικὰ ἰατρεῖα τῆς χώρας. ΝΟΜΟΣ ΑΡΤΗΣ: Βασιλικὴ Κώστα. ΝΟΜΟΣ ΕΥΒΟΙΑΣ: Ἑλένη Παπαδοπούλου. ΑΘΗΝΑΙ, 13.— Δι' ἀποφάσεως τοῦ ὑπουργοῦ Κοινωνικῶν Ὑπηρεσιῶν προσλαμβάνονται ἐπισκέπτριαι ἀδελφαὶ νοσοκόμοι ἐπὶ δοκιμαστικῇ ὑπηρεσίᾳ εἰς ἀγροτικὰ ἰατρεῖα τῆς χώρας. ΝΟΜΟΣ ΑΡΤΗΣ: Βασιλικὴ Κώστα. ΝΟΜΟΣ ΕΥΒΟΙΑΣ: Ἑλένη Παπαδοπούλου. ΑΘΗΝΑΙ, 13.— Δι' ἀποφάσεως τοῦ ὑπουργοῦ Κοινωνικῶν Ὑπηρεσιῶν προσλαμβάνονται ἐπισκέπτριαι ἀδελφαὶ νοσοκόμοι ἐπὶ δοκιμαστικῇ ὑπηρεσίᾳ εἰς ἀγροτικὰ ἰατρεῖα τῆς χώρας. ΝΟΜΟΣ ΑΡΤΗΣ: Βασιλικὴ Κώστα. ΝΟΜΟΣ ΕΥΒΟΙΑΣ: Ἑλένη Παπαδοπούλου. ΑΘΗΝΑΙ, 13.— Δι' ἀποφάσεως τοῦ ὑπουργοῦ Κοινωνικῶν Ὑπηρεσιῶν προσλαμβάνονται ἐπισκέπτριαι ἀδελφαὶ νοσοκόμοι ἐπὶ δοκιμαστικῇ ὑπηρεσίᾳ εἰς ἀγροτικὰ ἰατρεῖα τῆς χώρας. ΝΟΜΟΣ ΑΡΤΗΣ: Βασιλικὴ Κώστα. ΝΟΜΟΣ ΕΥΒΟΙΑΣ: Ἑλένη Παπαδοπούλου. ΑΘΗΝΑΙ, 13.— Δι' ἀποφάσεως τοῦ ὑπουργοῦ Κοινωνικῶν Ὑπηρεσιῶν προσλαμβάνονται ἐπισκέπτριαι ἀδελφαὶ νοσοκόμοι ἐπὶ δοκιμαστικῇ ὑπηρεσίᾳ εἰς ἀγροτικὰ ἰατρεῖα τῆς χώρας. ΝΟΜΟΣ ΑΡΤΗΣ: Βασιλικὴ Κώστα. ΝΟΜΟΣ ΕΥΒΟΙΑΣ: Ἑλένη Παπαδοπούλου. (8, 1420, 208, 1764)
dental-headline: ΤΟ ΣΥΜΒΟΥΛΙΟΝ ΤΗΣ ΣΤΟΜΑΤΟΛΟΓΙΚΗΣ ΕΤΑΙΡΕΙΑΣ (446, 1392, 603, 1416)
brazil-body-c: ΠΑΡΙΣΙΟΙ, 13.— Ἡ Βραζιλία, ἡ ὁποία ἀπὸ τοῦ 1964 κυβερνᾶται ὑπὸ στρατιωτικῶν, προσπαθεῖ νὰ ἐπιλύσῃ τὰ χρονίζοντα οἰκονομικὰ προβλήματα διὰ νέου προγράμματος. ΠΑΡΙΣΙΟΙ, 13.— Ἡ Βραζιλία, ἡ ὁποία ἀπὸ τοῦ 1964 κυβερνᾶται ὑπὸ στρατιωτικῶν, προσπαθεῖ νὰ ἐπιλύσῃ τὰ χρονίζοντα οἰκονομικὰ προβλήματα διὰ νέου προγράμματος. ΠΑΡΙΣΙΟΙ, 13.— Ἡ Βραζιλία, ἡ ὁποία ἀπὸ τοῦ 1964 κυβερνᾶται ὑπὸ στρατιωτικῶν, προσπαθεῖ νὰ ἐπιλύσῃ τὰ χρονίζοντα οἰκονομικὰ προβλήματα διὰ νέου προγράμματος. (630, 1019, 800, 1162)
column-briefs-right (994, 512, 1171, 2323)
column-briefs (431, 0, 618, 2324)
beirut-sub: ΣΥΝΕΚΡΟΥΣΘΗΣΑΝ ΜΕ ΑΣΤΥΝΟΜΙΚΟΥΣ (1021, 808, 1145, 833)
choreographers-headline: ΔΙΑΣΗΜΟΙ ΑΜΕΡΙΚΑΝΟΙ ΧΟΡΟΓΡΑΦΟΙ ΕΙΣ ΤΑΣ ΑΘΗΝΑΣ (442, 1295, 607, 1319)
brief-rule (431, 1069, 618, 1070)
smog-body-b: ΝΥΡΕΜΒΕΡΓΗ, 13.— Εἰς τὴν Δυτικὴν Γερμανίαν ἡ καταπολέμησις τῆς μολύνσεως τῆς ἀτμοσφαίρας ἀποτελεῖ ἀντικείμενον συστηματικῆς προσπαθείας. ΝΥΡΕΜΒΕΡΓΗ, 13.— Εἰς τὴν Δυτικὴν Γερμανίαν ἡ καταπολέμησις τῆς μολύνσεως τῆς ἀτμοσφαίρας ἀποτελεῖ ἀντικείμενον συστηματικῆς προσπαθείας. ΝΥΡΕΜΒΕΡΓΗ, 13.— Εἰς τὴν Δυτικὴν Γερμανίαν ἡ καταπολέμησις τῆς μολύνσεως τῆς ἀτμοσφαίρας ἀποτελεῖ ἀντικείμενον συστηματικῆς προσπαθείας. ΝΥΡΕΜΒΕΡΓΗ, 13.— Εἰς τὴν Δυτικὴν Γερμανίαν ἡ καταπολέμησις τῆς μολύνσεως τῆς ἀτμοσφαίρας ἀποτελεῖ ἀντικείμενον συστηματικῆς προσπαθείας. ΝΥΡΕΜΒΕΡΓΗ, 13.— Εἰς τὴν Δυτικὴν Γερμανίαν ἡ καταπολέμησις τῆς μολύνσεως τῆς ἀτμοσφαίρας ἀποτελεῖ ἀντικείμενον συστηματικῆς προσπαθείας. (1381, 521, 1568, 715)
sports-headline: Οἱ «Ἄρης» καὶ «Ἡρακλῆς» ἀγωνίζονται εἰς Ἀθήνας (30, 58, 398, 122)
column-right (1181, 0, 1570, 2324)
column-left (6, 0, 421, 2324)
sports-body-b: Μὲ τὰς συναντήσεις τῆς 16ης ἀγωνιστικῆς ἡμέρας, συνεχίζονται αὔριον οἱ ἀγῶνες τοῦ Α΄ ἐθνικοῦ πρωταθλήματος. Ὁ «Ἄρης» καὶ ὁ «Ἡρακλῆς» θὰ ἀγωνισθοῦν εἰς Ἀθήνας, ἐνῷ ὁ «ΠΑΟΚ» θὰ ὑποδεχθῇ εἰς τὴν Τούμπαν τὸν «Πανσεραϊκόν». Αἱ συναντήσεις ἀναμένεται νὰ προσελκύσουν πλῆθος φιλάθλων. Μὲ τὰς συναντήσεις τῆς 16ης ἀγωνιστικῆς ἡμέρας, συνεχίζονται αὔριον οἱ ἀγῶνες τοῦ Α΄ ἐθνικοῦ πρωταθλήματος. Ὁ «Ἄρης» καὶ ὁ «Ἡρακλῆς» θὰ ἀγωνισθοῦν εἰς Ἀθήνας, ἐνῷ ὁ «ΠΑΟΚ» θὰ ὑποδεχθῇ εἰς τὴν Τούμπαν τὸν «Πανσεραϊκόν». Αἱ συναντήσεις ἀναμένεται νὰ προσελκύσουν πλῆθος φιλάθλων. Μὲ τὰς συναντήσεις τῆς 16ης ἀγωνιστικῆς ἡμέρας, συνεχίζονται αὔριον οἱ ἀγῶνες τοῦ Α΄ ἐθνικοῦ πρωταθλήματος. Ὁ «Ἄρης» καὶ ὁ «Ἡρακλῆς» θὰ ἀγωνισθοῦν εἰς Ἀθήνας, ἐνῷ ὁ «ΠΑΟΚ» θὰ ὑποδεχθῇ εἰς τὴν Τούμπαν τὸν «Πανσεραϊκόν». Αἱ συναντήσεις ἀναμένεται νὰ προσελκύσουν πλῆθος φιλάθλων. Μὲ τὰς συναντήσεις τῆς 16ης ἀγωνιστικῆς ἡμέρας, συνεχίζονται αὔριον οἱ ἀγῶνες τοῦ Α΄ ἐθνικοῦ πρωταθλήματος. Ὁ «Ἄρης» καὶ ὁ «Ἡρακλῆς» θὰ ἀγωνισθοῦν εἰς Ἀθήνας, ἐνῷ ὁ «ΠΑΟΚ» θὰ ὑποδεχθῇ εἰς τὴν Τούμπαν τὸν «Πανσεραϊκόν». Αἱ συναντήσεις ἀναμένεται νὰ προσελκύσουν πλῆθος φιλάθλων. Μὲ τὰς συναντήσεις τῆς 16ης ἀγωνιστικῆς ἡμέρας, συνεχίζονται αὔριον οἱ ἀγῶνες τοῦ Α΄ ἐθνικοῦ πρωταθλήματος. Ὁ «Ἄρης» καὶ ὁ «Ἡρακλῆς» θὰ ἀγωνισθοῦν εἰς Ἀθήνας, ἐνῷ ὁ «ΠΑΟΚ» θὰ ὑποδεχθῇ εἰς τὴν Τούμπαν τὸν «Πανσεραϊκόν». Αἱ συναντήσεις ἀναμένεται νὰ προσελκύσουν πλῆθος φιλάθλων. Μὲ τὰς συναντήσεις τῆς 16ης ἀγωνιστικῆς ἡμέρας, συνεχίζονται αὔριον οἱ ἀγῶνες τοῦ Α΄ ἐθνικοῦ πρωταθλήματος. Ὁ «Ἄρης» καὶ ὁ «Ἡρακλῆς» θὰ ἀγωνισθοῦν εἰς Ἀθήνας, ἐνῷ ὁ «ΠΑΟΚ» θὰ ὑποδεχθῇ εἰς τὴν Τούμπαν τὸν «Πανσεραϊκόν». Αἱ συναντήσεις ἀναμένεται νὰ προσελκύσουν πλῆθος φιλάθλων. Μὲ τὰς συναντήσεις τῆς 16ης ἀγωνιστικῆς ἡμέρας, συνεχίζονται αὔριον οἱ ἀγῶνες τοῦ Α΄ ἐθνικοῦ πρωταθλήματος. Ὁ «Ἄρης» καὶ ὁ «Ἡρακλῆς» θὰ ἀγωνισθοῦν εἰς Ἀθήνας, ἐνῷ ὁ «ΠΑΟΚ» θὰ ὑποδεχθῇ εἰς τὴν Τούμπαν τὸν «Πανσεραϊκόν». Αἱ συναντήσεις ἀναμένεται νὰ προσελκύσουν πλῆθος φιλάθλων. (220, 578, 419, 1043)
library-kicker: Η ΜΕΓΑΛΥΤΕΡΑ ΣΥΛΛΟΓΗ ΕΝΤΥΠΩΝ (711, 1235, 902, 1248)
death-body: ΚΑΒΑΛΑ, 13.— Αἰφνιδίως ἀπεβίωσε. ΚΑΒΑΛΑ, 13.— Αἰφνιδίως ἀπεβίωσε. (1006, 1469, 1146, 1490)
rodents-body: ΝΕΟΝ ΔΕΛΧΙ, 13.— Οἱ τρωκτικοὶ προκαλοῦν μεγάλας ζημίας εἰς τὰς καλλιεργείας τῆς Ἰνδίας. ΝΕΟΝ ΔΕΛΧΙ, 13.— Οἱ τρωκτικοὶ προκαλοῦν μεγάλας ζημίας εἰς τὰς καλλιεργείας τῆς Ἰνδίας. ΝΕΟΝ ΔΕΛΧΙ, 13.— Οἱ τρωκτικοὶ προκαλοῦν μεγάλας ζημίας εἰς τὰς καλλιεργείας τῆς Ἰνδίας. ΝΕΟΝ ΔΕΛΧΙ, 13.— Οἱ τρωκτικοὶ προκαλοῦν μεγάλας ζημίας εἰς τὰς καλλιεργείας τῆς Ἰνδίας. ΝΕΟΝ ΔΕΛΧΙ, 13.— Οἱ τρωκτικοὶ προκαλοῦν μεγάλας ζημίας εἰς τὰς καλλιεργείας τῆς Ἰνδίας. ΝΕΟΝ ΔΕΛΧΙ, 13.— Οἱ τρωκτικοὶ προκαλοῦν μεγάλας ζημίας εἰς τὰς καλλιεργείας τῆς Ἰνδίας. (996, 569, 1169, 746)
sex-party-body-a: ΑΜΒΟΥΡΓΟΝ, 13.— Καλλιτέχνης τῆς Δυτικῆς Γερμανίας, ὑπὸ τὸ ψευδώνυμον «Ὠρίων», ἀνεκοίνωσεν τὴν ἵδρυσιν πολιτικοῦ κόμματος τὸ ὁποῖον θὰ μετάσχη τῶν προσεχῶν βουλευτικῶν ἐκλογῶν. ΑΜΒΟΥΡΓΟΝ, 13.— Καλλιτέχνης τῆς Δυτικῆς Γερμανίας, ὑπὸ τὸ ψευδώνυμον «Ὠρίων», ἀνεκοίνωσεν τὴν ἵδρυσιν πολιτικοῦ κόμματος τὸ ὁποῖον θὰ μετάσχη τῶν προσεχῶν βουλευτικῶν ἐκλογῶν. ΑΜΒΟΥΡΓΟΝ, 13.— Καλλιτέχνης τῆς Δυτικῆς Γερμανίας, ὑπὸ τὸ ψευδώνυμον «Ὠρίων», ἀνεκοίνωσεν τὴν ἵδρυσιν πολιτικοῦ κόμματος τὸ ὁποῖον θὰ μετάσχη τῶν προσεχῶν βουλευτικῶν ἐκλογῶν. (8, 1228, 208, 1372)
sex-party-kicker: Ἱδρύθεν ὑπὸ καλλιτέχνου (126, 1059, 301, 1080)
sudan-headline: ΝΕΟΝ ΠΡΑΞΙΚΟΠΗΜΑ ΑΠΕΚΑΛΥΦΘΗ ΕΙΣ ΤΟ ΣΟΥΔΑΝ (443, 232, 606, 256)
photo-image (1182, 158, 1569, 493)
students-headline: Φοιτηταὶ ἐπεσκέφθησαν συνοριακὰ φυλάκια (631, 3, 981, 48)
sex-party-sub2: ΑΝΤΑΛΛΑΓΗΣ «ΕΤΑΙΡΩΝ ΚΛΙΝΗΣ» (6, 1200, 421, 1225)
rodents-headline: ΤΑ ΤΡΩΚΤΙΚΑ ΚΑΤΑΣΤΡΕΦΟΥΝ ΤΑΣ ΚΑΛΛΙΕΡΓΕΙΑΣ ΕΙΣ ΤΗΝ ΙΝΔΙΑΝ (1001, 515, 1165, 550)
brief-rule (431, 616, 618, 617)
missing-body: ΑΘΗΝΑΙ, 13.— Ἐξηφανίσθησαν ἐκ τῶν οἰκιῶν των. ΑΘΗΝΑΙ, 13.— Ἐξηφανίσθησαν ἐκ τῶν οἰκιῶν των. ΑΘΗΝΑΙ, 13.— Ἐξηφανίσθησαν ἐκ τῶν οἰκιῶν των. (996, 1527, 1169, 1587)
sports-body-a: Μὲ τὰς συναντήσεις τῆς 16ης ἀγωνιστικῆς ἡμέρας, συνεχίζονται αὔριον οἱ ἀγῶνες τοῦ Α΄ ἐθνικοῦ πρωταθλήματος. Ὁ «Ἄρης» καὶ ὁ «Ἡρακλῆς» θὰ ἀγωνισθοῦν εἰς Ἀθήνας, ἐνῷ ὁ «ΠΑΟΚ» θὰ ὑποδεχθῇ εἰς τὴν Τούμπαν τὸν «Πανσεραϊκόν». Αἱ συναντήσεις ἀναμένεται νὰ προσελκύσουν πλῆθος φιλάθλων. Μὲ τὰς συναντήσεις τῆς 16ης ἀγωνιστικῆς ἡμέρας, συνεχίζονται αὔριον οἱ ἀγῶνες τοῦ Α΄ ἐθνικοῦ πρωταθλήματος. Ὁ «Ἄρης» καὶ ὁ «Ἡρακλῆς» θὰ ἀγωνισθοῦν εἰς Ἀθήνας, ἐνῷ ὁ «ΠΑΟΚ» θὰ ὑποδεχθῇ εἰς τὴν Τούμπαν τὸν «Πανσεραϊκόν». Αἱ συναντήσεις ἀναμένεται νὰ προσελκύσουν πλῆθος φιλάθλων. Μὲ τὰς συναντήσεις τῆς 16ης ἀγωνιστικῆς ἡμέρας, συνεχίζονται αὔριον οἱ ἀγῶνες τοῦ Α΄ ἐθνικοῦ πρωταθλήματος. Ὁ «Ἄρης» καὶ ὁ «Ἡρακλῆς» θὰ ἀγωνισθοῦν εἰς Ἀθήνας, ἐνῷ ὁ «ΠΑΟΚ» θὰ ὑποδεχθῇ εἰς τὴν Τούμπαν τὸν «Πανσεραϊκόν». Αἱ συναντήσεις ἀναμένεται νὰ προσελκύσουν πλῆθος φιλάθλων. Μὲ τὰς συναντήσεις τῆς 16ης ἀγωνιστικῆς ἡμέρας, συνεχίζονται αὔριον οἱ ἀγῶνες τοῦ Α΄ ἐθνικοῦ πρωταθλήματος. Ὁ «Ἄρης» καὶ ὁ «Ἡρακλῆς» θὰ ἀγωνισθοῦν εἰς Ἀθήνας, ἐνῷ ὁ «ΠΑΟΚ» θὰ ὑποδεχθῇ εἰς τὴν Τούμπαν τὸν «Πανσεραϊκόν». Αἱ συναντήσεις ἀναμένεται νὰ προσελκύσουν πλῆθος φιλάθλων. Μὲ τὰς συναντήσεις τῆς 16ης ἀγωνιστικῆς ἡμέρας, συνεχίζονται αὔριον οἱ ἀγῶνες τοῦ Α΄ ἐθνικοῦ πρωταθλήματος. Ὁ «Ἄρης» καὶ ὁ «Ἡρακλῆς» θὰ ἀγωνισθοῦν εἰς Ἀθήνας, ἐνῷ ὁ «ΠΑΟΚ» θὰ ὑποδεχθῇ εἰς τὴν Τούμπαν τὸν «Πανσεραϊκόν». Αἱ συναντήσεις ἀναμένεται νὰ προσελκύσουν πλῆθος φιλάθλων. Μὲ τὰς συναντήσεις τῆς 16ης ἀγωνιστικῆς ἡμέρας, συνεχίζονται αὔριον οἱ ἀγῶνες τοῦ Α΄ ἐθνικοῦ πρωταθλήματος. Ὁ «Ἄρης» καὶ ὁ «Ἡρακλῆς» θὰ ἀγωνισθοῦν εἰς Ἀθήνας, ἐνῷ ὁ «ΠΑΟΚ» θὰ ὑποδεχθῇ εἰς τὴν Τούμπαν τὸν «Πανσεραϊκόν». Αἱ συναντήσεις ἀναμένεται νὰ προσελκύσουν πλῆθος φιλάθλων. Μὲ τὰς συναντήσεις τῆς 16ης ἀγωνιστικῆς ἡμέρας, συνεχίζονται αὔριον οἱ ἀγῶνες τοῦ Α΄ ἐθνικοῦ πρωταθλήματος. Ὁ «Ἄρης» καὶ ὁ «Ἡρακλῆς» θὰ ἀγωνισθοῦν εἰς Ἀθήνας, ἐνῷ ὁ «ΠΑΟΚ» θὰ ὑποδεχθῇ εἰς τὴν Τούμπαν τὸν «Πανσεραϊκόν». Αἱ συναντήσεις ἀναμένεται νὰ προσελκύσουν πλῆθος φιλάθλων. (8, 578, 208, 1043)
olive-oil-headline: ΑΝΤΙΣΤΑΘΜΙΣΤΙΚΗ ΕΙΣΦΟΡΑ ΕΠΙ ΤΟΥ ΕΛΑΙΟΛΑΔΟΥ (439, 956, 610, 980)
brief-rule (431, 1194, 618, 1195)
missing-headline: ΕΞΗΦΑΝΙΣΘΗΣΑΝ ΕΚ ΤΩΝ ΟΙΚΙΩΝ ΤΩΝ (1013, 1499, 1153, 1524)
fridge-body: ΑΘΗΝΑΙ, 13.— Ἐξεδόθη ἀπόφασις διὰ τὴν καλὴν διατήρησιν τῶν μεταφερομένων προϊόντων δι' ὀχημάτων-ψυγείων. ΑΘΗΝΑΙ, 13.— Ἐξεδόθη ἀπόφασις διὰ τὴν καλὴν διατήρησιν τῶν μεταφερομένων προϊόντων δι' ὀχημάτων-ψυγείων. ΑΘΗΝΑΙ, 13.— Ἐξεδόθη ἀπόφασις διὰ τὴν καλὴν διατήρησιν τῶν μεταφερομένων προϊόντων δι' ὀχημάτων-ψυγείων. ΑΘΗΝΑΙ, 13.— Ἐξεδόθη ἀπόφασις διὰ τὴν καλὴν διατήρησιν τῶν μεταφερομένων προϊόντων δι' ὀχημάτων-ψυγείων. (433, 829, 616, 947)
loans-sub: ΑΘΗΝΩΝ, ΠΕΙΡΑΙΩΣ ΚΑΙ ΘΕΣΣΑΛΟΝΙΚΗΣ (461, 52, 589, 76)
section-rule (628, 1228, 984, 1230)
brief-rule (994, 1437, 1171, 1438)
andress-kicker: Ὡς ἐδήλωσεν εἰς δημοσιογράφους (1256, 729, 1495, 750)
beirut-headline: ΕΝΝΕΑ ΤΡΑΥΜΑΤΙΑΙ ΚΑΤΑ ΔΙΑΔΗΛΩΣΙΝ ΛΙΒΑΝΕΖΩΝ ΦΟΙΤΗΤΩΝ (1015, 771, 1151, 806)
olive-oil-body: ΑΘΗΝΑΙ, 13.— Ἐπεβλήθη ἀντισταθμιστικὴ εἰσφορὰ ἐπὶ τοῦ ἐξαγομένου ἐλαιολάδου. ΑΘΗΝΑΙ, 13.— Ἐπεβλήθη ἀντισταθμιστικὴ εἰσφορὰ ἐπὶ τοῦ ἐξαγομένου ἐλαιολάδου. ΑΘΗΝΑΙ, 13.— Ἐπεβλήθη ἀντισταθμιστικὴ εἰσφορὰ ἐπὶ τοῦ ἐξαγομένου ἐλαιολάδου. ΑΘΗΝΑΙ, 13.— Ἐπεβλήθη ἀντισταθμιστικὴ εἰσφορὰ ἐπὶ τοῦ ἐξαγομένου ἐλαιολάδου. (433, 983, 616, 1064)
activity-body: ΑΘΗΝΑΙ, 13.— Ἐκφράζεται ἱκανοποίησις διὰ τὴν ἀνάπτυξιν τῆς δραστηριότητος. ΑΘΗΝΑΙ, 13.— Ἐκφράζεται ἱκανοποίησις διὰ τὴν ἀνάπτυξιν τῆς δραστηριότητος. ΑΘΗΝΑΙ, 13.— Ἐκφράζεται ἱκανοποίησις διὰ τὴν ἀνάπτυξιν τῆς δραστηριότητος. (433, 1225, 616, 1286)
academy-body: ΑΘΗΝΑΙ, 13.— Θὰ γίνῃ αὔριον ἡ ἐγκατάστασις τοῦ νέου προέδρου τῆς Ἀκαδημίας Ἀθηνῶν. ΑΘΗΝΑΙ, 13.— Θὰ γίνῃ αὔριον ἡ ἐγκατάστασις τοῦ νέου προέδρου τῆς Ἀκαδημίας Ἀθηνῶν. ΑΘΗΝΑΙ, 13.— Θὰ γίνῃ αὔριον ἡ ἐγκατάστασις τοῦ νέου προέδρου τῆς Ἀκαδημίας Ἀθηνῶν. (433, 1101, 616, 1189)
workers-headline: ΟΙ ΕΡΓΑΤΑΙ ΤΗΣ ΓΕΡΜΑΝΙΚΗΣ ΒΙΟΜΗΧΑΝΙΑΣ ΣΥΜΜΕΤΕΧΟΥΝ ΕΙΣ ΤΟ ΚΕΦΑΛΑΙΟΝ ΑΥΤΗΣ ΧΑΡΙΣ ΕΙΣ ΠΡΟΣΦΟΡΑΝ 1.000.000 ΜΑΡΚΩΝ (1196, 1086, 1555, 1132)
sickle-body: ΜΥΤΙΛΗΝΗ, 13.— Ἐξ αἰτίας κτηματικῶν διαφορῶν δύο ἀδελφοὶ ἐτραυμάτισαν διὰ δρεπάνων τὸν ἐξάδελφόν των. ΜΥΤΙΛΗΝΗ, 13.— Ἐξ αἰτίας κτηματικῶν διαφορῶν δύο ἀδελφοὶ ἐτραυμάτισαν διὰ δρεπάνων τὸν ἐξάδελφόν των. ΜΥΤΙΛΗΝΗ, 13.— Ἐξ αἰτίας κτηματικῶν διαφορῶν δύο ἀδελφοὶ ἐτραυμάτισαν διὰ δρεπάνων τὸν ἐξάδελφόν των. ΜΥΤΙΛΗΝΗ, 13.— Ἐξ αἰτίας κτηματικῶν διαφορῶν δύο ἀδελφοὶ ἐτραυμάτισαν διὰ δρεπάνων τὸν ἐξάδελφόν των. (433, 663, 616, 781)
plotters-headline: ΜΗΧΑΝΟΡΡΑΦΑΙ ΗΛΕΥΘΑΝ ΠΑΡΑΝΟΜΩΣ (1010, 1139, 1156, 1162)
brief-rule (431, 952, 618, 953)
trade-body: ΝΕΑ ΥΟΡΚΗ, 13.— Ζητεῖται ἡ κατάργησις τῶν φραγμῶν εἰς τὸ διεθνὲς ἐμπόριον. ΝΕΑ ΥΟΡΚΗ, 13.— Ζητεῖται ἡ κατάργησις τῶν φραγμῶν εἰς τὸ διεθνὲς ἐμπόριον. ΝΕΑ ΥΟΡΚΗ, 13.— Ζητεῖται ἡ κατάργησις τῶν φραγμῶν εἰς τὸ διεθνὲς ἐμπόριον. ΝΕΑ ΥΟΡΚΗ, 13.— Ζητεῖται ἡ κατάργησις τῶν φραγμῶν εἰς τὸ διεθνὲς ἐμπόριον. ΝΕΑ ΥΟΡΚΗ, 13.— Ζητεῖται ἡ κατάργησις τῶν φραγμῶν εἰς τὸ διεθνὲς ἐμπόριον. (996, 1029, 1169, 1130)
library-sub-selection: Η ΕΠΙΛΟΓΗ ΒΙΒΛΙΩΝ (844, 1663, 951, 1675)
smog-headline: Οἱ ἀπορροφητῆρες σύννης διατηροῦν συνεχῶς διαυγῆ τὴν ἀτμόσφαιραν (1203, 19, 1548, 105)
section-rule (628, 504, 984, 505)
andress-headline: Τὸ γυμνὸ δὲν τρομάζει τὴν Οὐρσουλα Ἄντρες (1189, 753, 1562, 818)
smog-caption: Εἰς πολλὰς γερμανικὰς βιομηχανίας κατασκευάζονται ἀπορροφητῆρες καπνῶν, ὥστε νὰ ἀποφεύγεται ἡ μόλυνσις τῆς ἀτμοσφαίρας. (1183, 498, 1568, 518)
uk-economy-headline: Η ΑΓΓΛΙΚΗ ΟΙΚΟΝΟΜΙΑ ΕΧΕΙ ΑΝΑΓΚΗΝ ΝΕΩΝ ΑΓΟΡΩΝ (449, 439, 600, 464)
andress-deck: Τὸ ἰσχυρὸν καὶ τὸ ἀδύνατον φῦλον. — Τί θὰ ἐπιθυμεῖ περισσότερον.— Ἡ ζωὴ εἰς τὴν Σενεγάλην.— (1184, 820, 1567, 861)
page-masthead: ΣΕΛΙΣ 4 (6, 0, 122, 34)
column-rule (426, 0, 427, 2324)
sex-party-headline: «Κόμμα τοῦ σέξ» θὰ μετάσχη τῶν βουλευτικῶν ἐκλογῶν εἰς τὴν Δυτικὴν Γερμανίαν (18, 1083, 410, 1172)
